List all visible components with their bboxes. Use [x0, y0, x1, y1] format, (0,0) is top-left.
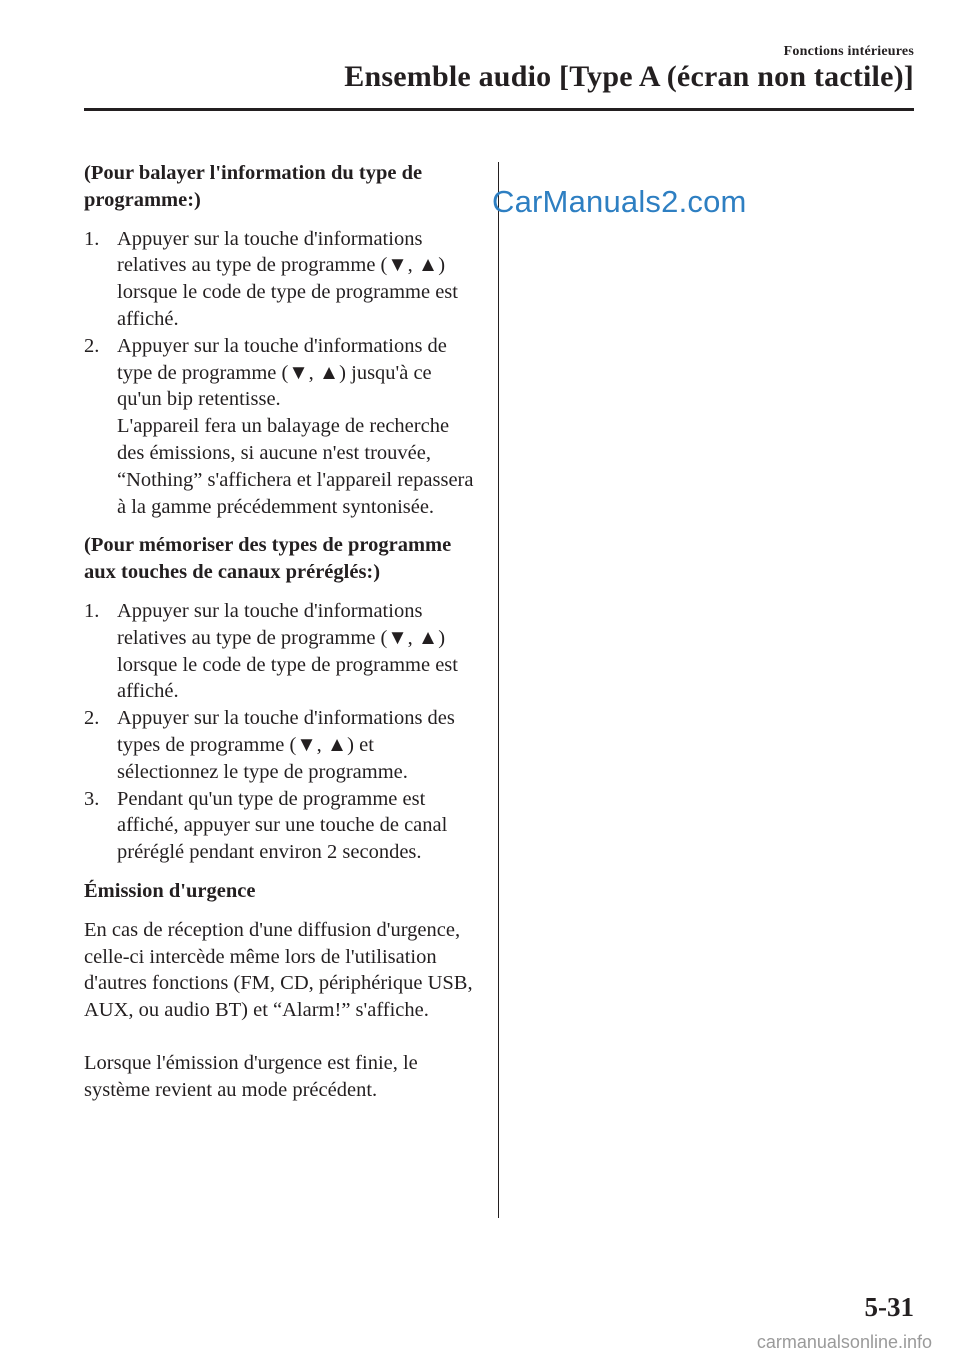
watermark-logo[interactable]: CarManuals2.com — [492, 184, 747, 219]
step-number: 2. — [84, 707, 100, 730]
list-item — [84, 786, 476, 866]
header-rule — [84, 108, 914, 111]
section-emergency — [84, 878, 476, 1104]
step-text: Appuyer sur la touche d'informations relatives au type de programme (▼, ▲) lorsque le code de type de programme est affiché. — [117, 227, 458, 330]
chapter-title: Ensemble audio [Type A (écran non tactile)] — [344, 60, 914, 93]
step-number: 3. — [84, 787, 100, 810]
steps-list — [84, 598, 476, 866]
section-heading: Émission d'urgence — [84, 879, 256, 902]
step-number: 1. — [84, 599, 100, 622]
step-text: Appuyer sur la touche d'informations des types de programme (▼, ▲) et sélectionnez le type de programme. — [117, 707, 455, 783]
section-label: Fonctions intérieures — [783, 44, 914, 59]
body-paragraph: En cas de réception d'une diffusion d'urgence, celle-ci intercède même lors de l'utilisation d'autres fonctions (FM, CD, périphérique USB, AUX, ou audio BT) et “Alarm!” s'affiche. — [84, 918, 473, 1022]
step-text: Appuyer sur la touche d'informations relatives au type de programme (▼, ▲) lorsque le code de type de programme est affiché. — [117, 599, 458, 703]
left-column — [84, 160, 476, 1104]
footer-watermark[interactable]: carmanualsonline.info — [756, 1332, 932, 1352]
step-number: 1. — [84, 227, 100, 250]
column-divider — [498, 162, 499, 1218]
steps-list — [84, 226, 476, 521]
list-item — [84, 705, 476, 785]
step-text: L'appareil fera un balayage de recherche des émissions, si aucune n'est trouvée, “Nothing” s'affichera et l'appareil repassera à la gamme précédemment syntonisée. — [117, 415, 474, 518]
section-scan — [84, 160, 476, 520]
step-text: Pendant qu'un type de programme est affiché, appuyer sur une touche de canal préréglé pendant environ 2 secondes. — [117, 787, 448, 864]
step-number: 2. — [84, 334, 100, 357]
section-heading: (Pour mémoriser des types de programme aux touches de canaux préréglés:) — [84, 534, 452, 584]
section-memorize — [84, 532, 476, 866]
list-item — [84, 226, 476, 333]
step-text: Appuyer sur la touche d'informations de type de programme (▼, ▲) jusqu'à ce qu'un bip retentisse. — [117, 334, 447, 411]
page-number: 5-31 — [864, 1292, 914, 1322]
body-paragraph: Lorsque l'émission d'urgence est finie, le système revient au mode précédent. — [84, 1051, 418, 1101]
section-heading: (Pour balayer l'information du type de programme:) — [84, 162, 423, 211]
list-item — [84, 333, 476, 521]
list-item — [84, 598, 476, 705]
